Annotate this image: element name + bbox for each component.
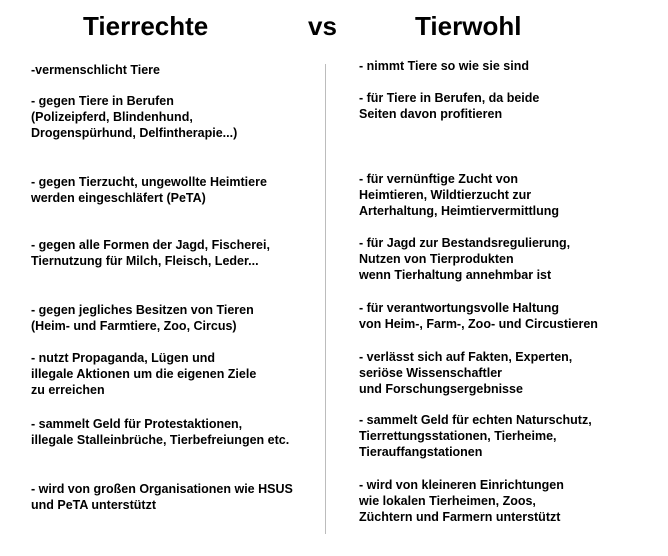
right-item: - für Tiere in Berufen, da beide Seiten davon profitieren (359, 91, 540, 121)
right-item: - nimmt Tiere so wie sie sind (359, 59, 529, 73)
column-divider (325, 64, 326, 534)
heading-tierwohl: Tierwohl (415, 11, 522, 41)
right-item: - für vernünftige Zucht von Heimtieren, Wildtierzucht zur Arterhaltung, Heimtiervermittlung (359, 172, 560, 218)
right-item: - sammelt Geld für echten Naturschutz, Tierrettungsstationen, Tierheime, Tierauffangstationen (359, 413, 592, 459)
heading-vs: vs (308, 11, 337, 41)
right-item: - verlässt sich auf Fakten, Experten, seriöse Wissenschaftler und Forschungsergebnisse (359, 350, 573, 396)
right-item: - für Jagd zur Bestandsregulierung, Nutzen von Tierprodukten wenn Tierhaltung annehmbar ist (359, 236, 571, 282)
left-item: -vermenschlicht Tiere (31, 63, 160, 77)
right-item: - wird von kleineren Einrichtungen wie lokalen Tierheimen, Zoos, Züchtern und Farmern unterstützt (359, 478, 564, 524)
left-item: - gegen alle Formen der Jagd, Fischerei, Tiernutzung für Milch, Fleisch, Leder... (31, 238, 270, 268)
left-item: - sammelt Geld für Protestaktionen, illegale Stalleinbrüche, Tierbefreiungen etc. (31, 417, 290, 447)
heading-tierrechte: Tierrechte (83, 11, 209, 41)
left-item: - gegen jegliches Besitzen von Tieren (Heim- und Farmtiere, Zoo, Circus) (31, 303, 254, 333)
left-item: - wird von großen Organisationen wie HSUS und PeTA unterstützt (31, 482, 293, 512)
right-item: - für verantwortungsvolle Haltung von Heim-, Farm-, Zoo- und Circustieren (359, 301, 598, 331)
left-item: - gegen Tierzucht, ungewollte Heimtiere werden eingeschläfert (PeTA) (31, 175, 267, 205)
left-item: - nutzt Propaganda, Lügen und illegale Aktionen um die eigenen Ziele zu erreichen (31, 351, 257, 397)
left-item: - gegen Tiere in Berufen (Polizeipferd, Blindenhund, Drogenspürhund, Delfintherapie...) (31, 94, 238, 140)
